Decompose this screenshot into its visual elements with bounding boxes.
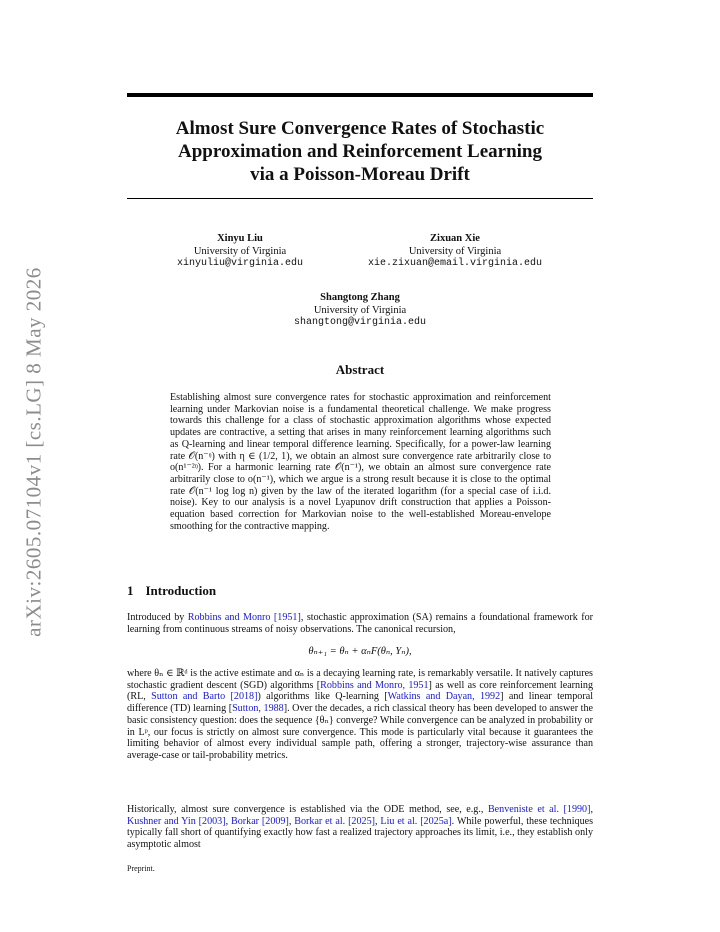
abstract-text: Establishing almost sure convergence rates for stochastic approximation and reinforcement learning under Markovian noise is a fundamental theoretical challenge. We make progress towards this challenge for a class of stochastic approximation algorithms whose expected updates are contractive, a setting that arises in many reinforcement learning algorithms such as Q-learning and linear temporal difference learning. Specifically, for a power-law learning rate 𝒪(n⁻ᵑ) with η ∈ (1/2, 1), we obtain an almost sure convergence rate arbitrarily close to o(n¹⁻²ᵑ). For a harmonic learning rate 𝒪(n⁻¹), we obtain an almost sure convergence rate arbitrarily close to o(n⁻¹), which we argue is a strong result because it is close to the optimal rate 𝒪(n⁻¹ log log n) given by the law of the iterated logarithm (for a special case of i.i.d. noise). Key to our analysis is a novel Lyapunov drift construction that applies a Poisson-equation based correction for Markovian noise to the well-established Moreau-envelope smoothing for the contractive mapping.	[170, 392, 551, 532]
text-run: Introduced by	[127, 612, 188, 623]
citation-link[interactable]: Sutton and Barto [2018]	[151, 691, 258, 703]
text-run: ,	[225, 815, 231, 827]
text-run: . While powerful, these techniques typically fall short of quantifying exactly how fast a realized trajectory approaches its limit, i.e., they establish only asymptotic almost	[127, 815, 594, 851]
author-affiliation: University of Virginia	[193, 245, 287, 257]
arxiv-stamp-text[interactable]: arXiv:2605.07104v1 [cs.LG] 8 May 2026	[21, 267, 46, 637]
text-run: Historically, almost sure convergence is established via the ODE method, see, e.g.,	[127, 804, 488, 815]
text-run: ] as well as core reinforcement learning (RL,	[127, 679, 593, 703]
text-run: ) algorithms like Q-learning [	[257, 691, 388, 703]
citation-link[interactable]: Robbins and Monro [1951]	[187, 612, 301, 623]
abstract-heading: Abstract	[335, 362, 385, 377]
citation-link[interactable]: Borkar et al. [2025]	[294, 815, 375, 827]
title-line: Approximation and Reinforcement Learning	[178, 141, 542, 162]
section-heading	[127, 583, 216, 599]
text-run: ] and linear temporal difference (TD) learning [	[127, 691, 593, 715]
citation-link[interactable]: Liu et al. [2025a]	[380, 815, 452, 827]
author-affiliation: University of Virginia	[313, 304, 407, 316]
paper-title	[127, 117, 593, 186]
recursion-equation: θₙ₊₁ = θₙ + αₙF(θₙ, Yₙ),	[308, 646, 412, 657]
text-run: where θₙ ∈ ℝᵈ is the active estimate and αₙ is a decaying learning rate, is remarkably versatile. It natively captures stochastic gradient descent (SGD) algorithms [	[127, 668, 593, 691]
title-top-rule	[127, 93, 593, 97]
citation-link[interactable]: Robbins and Monro, 1951	[320, 679, 429, 691]
intro-paragraph-3	[127, 804, 593, 851]
author-affiliation: University of Virginia	[408, 245, 502, 257]
title-line: via a Poisson-Moreau Drift	[250, 164, 470, 185]
author-block-1	[165, 233, 315, 271]
section-number: 1	[127, 583, 134, 598]
citation-link[interactable]: Benveniste et al. [1990]	[487, 804, 591, 815]
author-name: Zixuan Xie	[430, 233, 480, 244]
text-run: ,	[590, 804, 593, 815]
text-run: , stochastic approximation (SA) remains a foundational framework for learning from continuous streams of noisy observations. The canonical recursion,	[127, 612, 593, 635]
author-email[interactable]: xie.zixuan@email.virginia.edu	[367, 258, 543, 269]
title-line: Almost Sure Convergence Rates of Stochastic	[175, 118, 545, 139]
footer-note: Preprint.	[127, 864, 155, 873]
text-run: ,	[374, 815, 381, 827]
author-block-3	[260, 292, 460, 330]
section-title: Introduction	[145, 583, 217, 598]
text-run: ]. Over the decades, a rich classical theory has been developed to answer the basic consistency question: does the sequence {θₙ} converge? While convergence can be analyzed in probability or in Lᵖ, our focus is strictly on almost sure convergence. This mode is particularly vital because it guarantees the limiting behavior of almost every individual sample path, offering a stronger, trajectory-wise assurance than average-case or tail-probability metrics.	[127, 703, 593, 761]
citation-link[interactable]: Watkins and Dayan, 1992	[387, 691, 501, 703]
author-name: Xinyu Liu	[217, 233, 263, 244]
citation-link[interactable]: Borkar [2009]	[231, 815, 289, 827]
author-name: Shangtong Zhang	[320, 292, 400, 303]
text-run: ,	[288, 815, 295, 827]
citation-link[interactable]: Sutton, 1988	[232, 703, 284, 715]
author-email[interactable]: xinyuliu@virginia.edu	[176, 258, 304, 269]
author-email[interactable]: shangtong@virginia.edu	[293, 317, 427, 328]
intro-paragraph-1	[127, 612, 593, 635]
intro-paragraph-2	[127, 668, 593, 762]
citation-link[interactable]: Kushner and Yin [2003]	[127, 815, 226, 827]
author-block-2	[355, 233, 555, 271]
title-bottom-rule	[127, 198, 593, 199]
